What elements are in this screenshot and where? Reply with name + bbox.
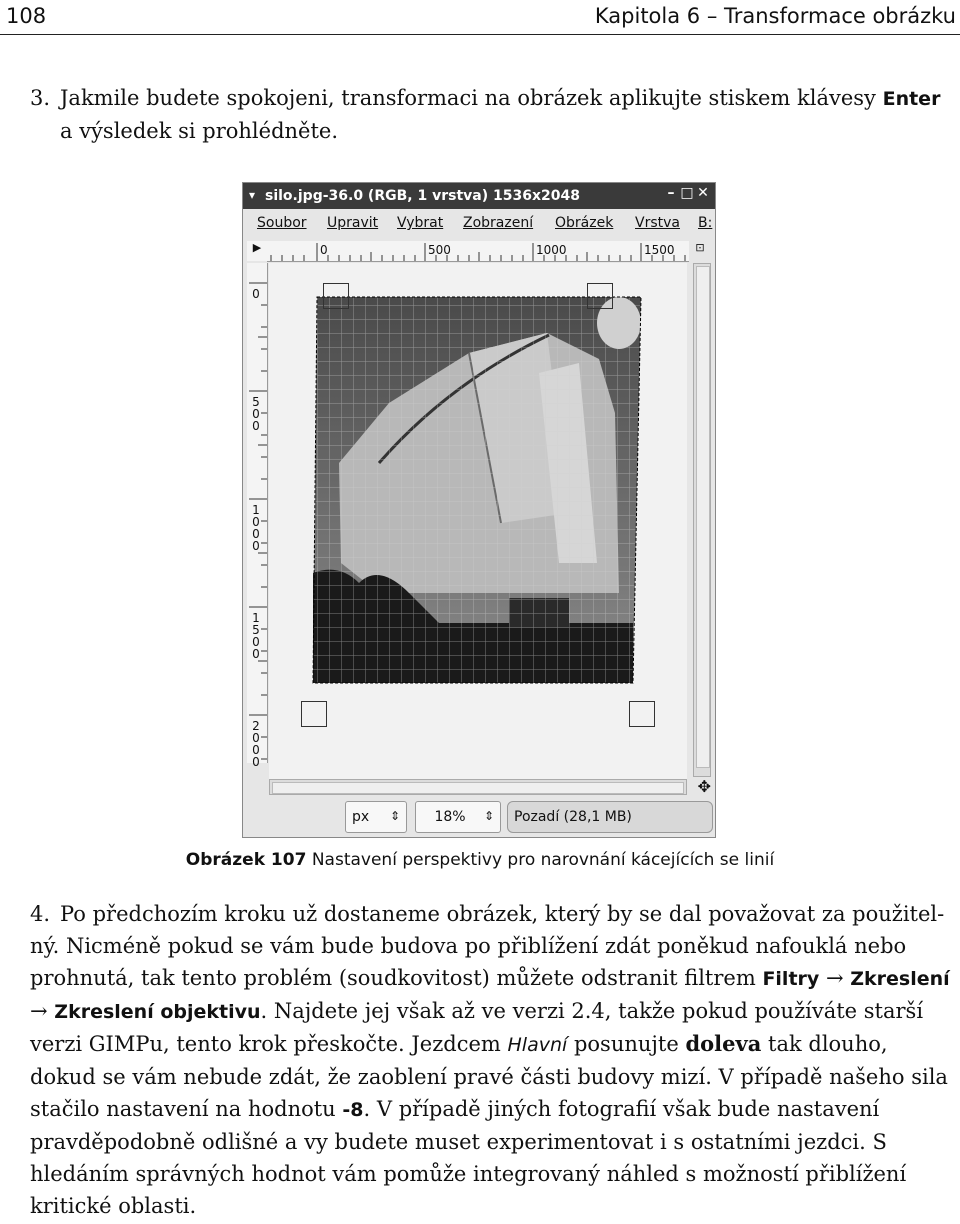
- ruler-label: 500: [249, 395, 263, 431]
- page-number: 108: [6, 4, 47, 28]
- layer-info-text: Pozadí (28,1 MB): [514, 809, 632, 825]
- step-4-text: . V případě jiných fotografií však bude nastavení pravděpodobně odlišné a vy budete muset experimentovat i s ostatními jezdci. S hledáním správných hodnot vám pomůže integrovaný náhled s možností přiblížení kritické oblasti.: [30, 1097, 907, 1218]
- layer-info: [507, 801, 713, 833]
- maximize-icon[interactable]: □: [680, 185, 694, 201]
- ruler-label: 1500: [644, 243, 675, 257]
- horizontal-scrollbar[interactable]: [269, 779, 687, 795]
- arrow-icon: →: [30, 999, 48, 1023]
- ruler-label: 2000: [249, 719, 263, 767]
- image-canvas[interactable]: [269, 263, 687, 779]
- menu-obrazek[interactable]: Obrázek: [555, 215, 614, 231]
- step-3-text: Jakmile budete spokojeni, transformaci na obrázek aplikujte stiskem klávesy: [60, 86, 876, 110]
- window-menu-icon[interactable]: ▾: [249, 188, 256, 202]
- ruler-label: 1000: [249, 503, 263, 551]
- menu-vrstva[interactable]: Vrstva: [635, 215, 680, 231]
- zoom-value: 18%: [434, 809, 466, 825]
- zoom-select[interactable]: [415, 801, 501, 833]
- scrollbar-thumb[interactable]: [272, 782, 684, 794]
- silo-photo-with-grid: [269, 263, 687, 779]
- ruler-label: 1500: [249, 611, 263, 659]
- ruler-label: 0: [320, 243, 328, 257]
- figure-caption: [0, 850, 960, 870]
- menu-zkresleni-objektivu: Zkreslení objektivu: [54, 1001, 261, 1023]
- step-4-text: tak dlouho, dokud se vám nebude zdát, že zaoblení pravé části budovy mizí. V případě našeho sila stačilo nastavení na hodnotu: [30, 1032, 948, 1121]
- step-4-text: . Najdete jej však až ve verzi 2.4, takže pokud používáte starší verzi GIMPu, tento krok přeskočte. Jezdcem: [30, 999, 924, 1056]
- direction: doleva: [685, 1031, 762, 1056]
- step-4-number: 4.: [30, 902, 51, 926]
- transform-handle-top-left[interactable]: [323, 283, 349, 309]
- vertical-scrollbar[interactable]: [693, 263, 711, 777]
- step-4-text: posunujte: [573, 1032, 679, 1056]
- menu-soubor[interactable]: Soubor: [257, 215, 307, 231]
- menu-upravit[interactable]: Upravit: [327, 215, 379, 231]
- step-4: [30, 898, 956, 1222]
- menu-more[interactable]: B:: [698, 215, 713, 231]
- transform-handle-bottom-right[interactable]: [629, 701, 655, 727]
- minimize-icon[interactable]: –: [667, 185, 675, 201]
- chevron-updown-icon: ⇕: [483, 809, 494, 823]
- horizontal-ruler[interactable]: [267, 241, 689, 262]
- status-bar: [243, 797, 715, 837]
- menu-zkresleni: Zkreslení: [850, 968, 950, 990]
- window-titlebar: [243, 183, 715, 209]
- menu-zobrazeni[interactable]: Zobrazení: [463, 215, 534, 231]
- zoom-fit-icon[interactable]: ⊡: [695, 241, 705, 254]
- menu-filtry: Filtry: [762, 968, 820, 990]
- ruler-label: 500: [428, 243, 451, 257]
- menu-vybrat[interactable]: Vybrat: [397, 215, 444, 231]
- step-4-text: Po předchozím kroku už dostaneme obrázek, který by se dal považovat za použitel-ný. Nicméně pokud se vám bude budova po přiblížení zdát poněkud nafouklá nebo prohnutá, tak tento problém (soudkovitost) můžete odstranit filtrem: [30, 902, 945, 990]
- arrow-icon: →: [825, 966, 844, 990]
- caption-text: Nastavení perspektivy pro narovnání kácejících se linií: [311, 850, 775, 870]
- page-header: [0, 0, 960, 35]
- step-3-number: 3.: [30, 86, 51, 110]
- unit-value: px: [352, 809, 370, 825]
- value: -8: [342, 1099, 364, 1121]
- caption-label: Obrázek 107: [185, 850, 307, 870]
- vertical-ruler[interactable]: [247, 263, 268, 767]
- navigate-icon[interactable]: ✥: [697, 777, 711, 796]
- ruler-label: 0: [249, 287, 263, 299]
- unit-select[interactable]: [345, 801, 407, 833]
- gimp-window: [242, 182, 716, 838]
- chapter-title: Kapitola 6 – Transformace obrázku: [594, 4, 956, 28]
- step-3-text-after: a výsledek si prohlédněte.: [60, 119, 339, 143]
- transform-handle-top-right[interactable]: [587, 283, 613, 309]
- transform-handle-bottom-left[interactable]: [301, 701, 327, 727]
- slider-name: Hlavní: [507, 1034, 568, 1056]
- quick-mask-icon[interactable]: ▶: [247, 241, 267, 261]
- key-enter: Enter: [882, 88, 941, 110]
- menu-bar: [243, 209, 715, 235]
- window-title: silo.jpg-36.0 (RGB, 1 vrstva) 1536x2048: [265, 188, 580, 204]
- ruler-label: 1000: [536, 243, 567, 257]
- step-3: [30, 82, 956, 147]
- chevron-updown-icon: ⇕: [389, 809, 400, 823]
- scrollbar-thumb[interactable]: [696, 266, 710, 768]
- close-icon[interactable]: ✕: [697, 185, 709, 201]
